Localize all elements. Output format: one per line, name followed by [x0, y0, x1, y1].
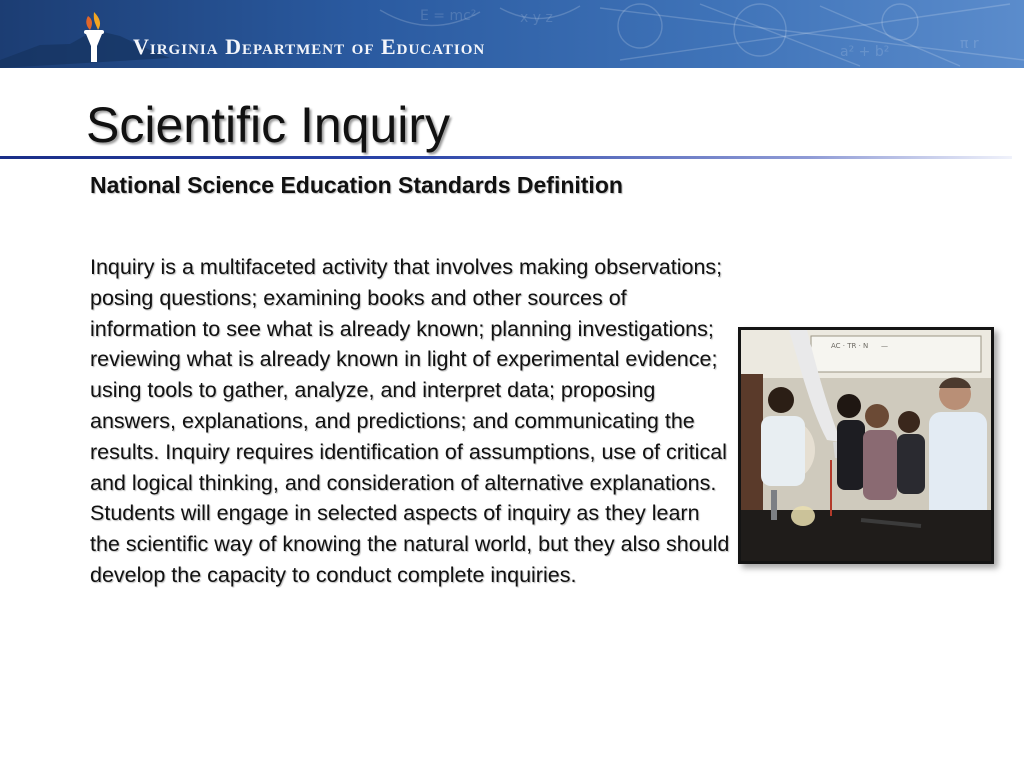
svg-text:π r: π r — [960, 36, 979, 52]
classroom-photo — [738, 327, 994, 564]
slide-title: Scientific Inquiry — [86, 97, 451, 153]
header-banner — [0, 0, 1024, 68]
title-divider — [0, 156, 1012, 159]
classroom-photo-icon — [741, 330, 991, 561]
torch-icon — [76, 10, 112, 64]
slide-subtitle: National Science Education Standards Definition — [90, 172, 623, 198]
org-name: Virginia Department of Education — [133, 34, 486, 59]
svg-text:—: — — [881, 342, 888, 350]
svg-text:x y z: x y z — [520, 10, 553, 26]
svg-text:AC · TR · N: AC · TR · N — [831, 342, 869, 350]
definition-paragraph: Inquiry is a multifaceted activity that involves making observations; posing questions; examining books and other sources of information to see what is already known; planning investigations; reviewing what is already known in light of experimental evidence; using tools to gather, analyze, and interpret data; proposing answers, explanations, and predictions; and communicating the results. Inquiry requires identification of assumptions, use of critical and logical thinking, and consideration of alternative explanations. Students will engage in selected aspects of inquiry as they learn the scientific way of knowing the natural world, but they also should develop the capacity to conduct complete inquiries. — [90, 255, 730, 587]
svg-text:E = mc²: E = mc² — [420, 8, 477, 24]
svg-text:a² + b²: a² + b² — [840, 44, 890, 60]
